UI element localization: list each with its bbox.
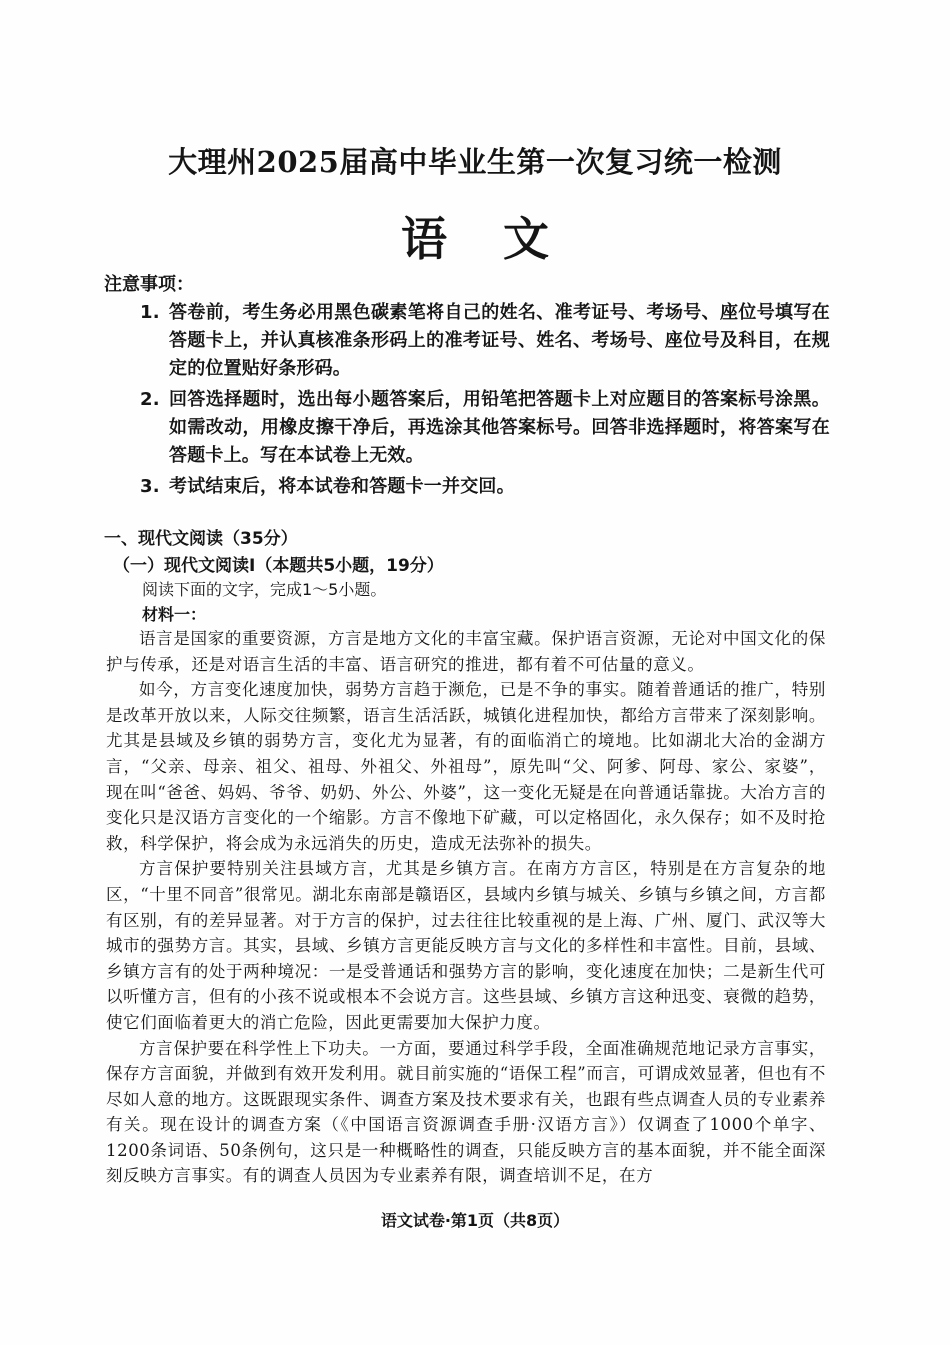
passage-paragraph: 如今，方言变化速度加快，弱势方言趋于濒危，已是不争的事实。随着普通话的推广，特别是改革开放以来，人际交往频繁，语言生活活跃，城镇化进程加快，都给方言带来了深刻影响。尤其是县域及乡镇的弱势方言，变化尤为显著，有的面临消亡的境地。比如湖北大冶的金湖方言，“父亲、母亲、祖父、祖母、外祖父、外祖母”，原先叫“父、阿爹、阿母、家公、家婆”，现在叫“爸爸、妈妈、爷爷、奶奶、外公、外婆”，这一变化无疑是在向普通话靠拢。大冶方言的变化只是汉语方言变化的一个缩影。方言不像地下矿藏，可以定格固化，永久保存；如不及时抢救，科学保护，将会成为永远消失的历史，造成无法弥补的损失。 (106, 680, 826, 853)
notice-text: 考试结束后，将本试卷和答题卡一并交回。 (169, 476, 515, 497)
exam-title: 大理州2025届高中毕业生第一次复习统一检测 (168, 145, 782, 179)
notice-item (140, 299, 830, 383)
notice-text: 答卷前，考生务必用黑色碳素笔将自己的姓名、准考证号、考场号、座位号填写在答题卡上，并认真核准条形码上的准考证号、姓名、考场号、座位号及科目，在规定的位置贴好条形码。 (169, 302, 830, 379)
notice-list (140, 299, 830, 504)
notice-number: 1. (140, 302, 160, 323)
passage-paragraph: 方言保护要在科学性上下功夫。一方面，要通过科学手段，全面准确规范地记录方言事实，保存方言面貌，并做到有效开发利用。就目前实施的“语保工程”而言，可谓成效显著，但也有不尽如人意的地方。这既跟现实条件、调查方案及技术要求有关，也跟有些点调查人员的专业素养有关。现在设计的调查方案（《中国语言资源调查手册·汉语方言》）仅调查了1000个单字、1200条词语、50条例句，这只是一种概略性的调查，只能反映方言的基本面貌，并不能全面深刻反映方言事实。有的调查人员因为专业素养有限，调查培训不足，在方 (106, 1038, 826, 1186)
page-footer: 语文试卷·第1页（共8页） (380, 1211, 570, 1230)
subject-title: 语 文 (400, 212, 569, 266)
reading-passage (106, 626, 826, 1189)
passage-paragraph: 语言是国家的重要资源，方言是地方文化的丰富宝藏。保护语言资源，无论对中国文化的保护与传承，还是对语言生活的丰富、语言研究的推进，都有着不可估量的意义。 (106, 629, 826, 674)
notice-number: 2. (140, 389, 160, 410)
subsection-title: （一）现代文阅读Ⅰ（本题共5小题，19分） (113, 556, 444, 576)
material-label: 材料一： (142, 605, 207, 624)
passage-paragraph: 方言保护要特别关注县域方言，尤其是乡镇方言。在南方方言区，特别是在方言复杂的地区，“十里不同音”很常见。湖北东南部是赣语区，县域内乡镇与城关、乡镇与乡镇之间，方言都有区别，有的差异显著。对于方言的保护，过去往往比较重视的是上海、广州、厦门、武汉等大城市的强势方言。其实，县域、乡镇方言更能反映方言与文化的多样性和丰富性。目前，县域、乡镇方言有的处于两种境况：一是受普通话和强势方言的影响，变化速度在加快；二是新生代可以听懂方言，但有的小孩不说或根本不会说方言。这些县域、乡镇方言这种迅变、衰微的趋势，使它们面临着更大的消亡危险，因此更需要加大保护力度。 (106, 859, 826, 1032)
notice-item (140, 386, 830, 470)
notice-item (140, 473, 830, 501)
notice-text: 回答选择题时，选出每小题答案后，用铅笔把答题卡上对应题目的答案标号涂黑。如需改动，用橡皮擦干净后，再选涂其他答案标号。回答非选择题时，将答案写在答题卡上。写在本试卷上无效。 (169, 389, 830, 466)
section-title: 一、现代文阅读（35分） (104, 529, 298, 549)
notice-number: 3. (140, 476, 160, 497)
reading-instruction: 阅读下面的文字，完成1～5小题。 (142, 580, 387, 599)
notice-heading: 注意事项： (104, 274, 194, 295)
